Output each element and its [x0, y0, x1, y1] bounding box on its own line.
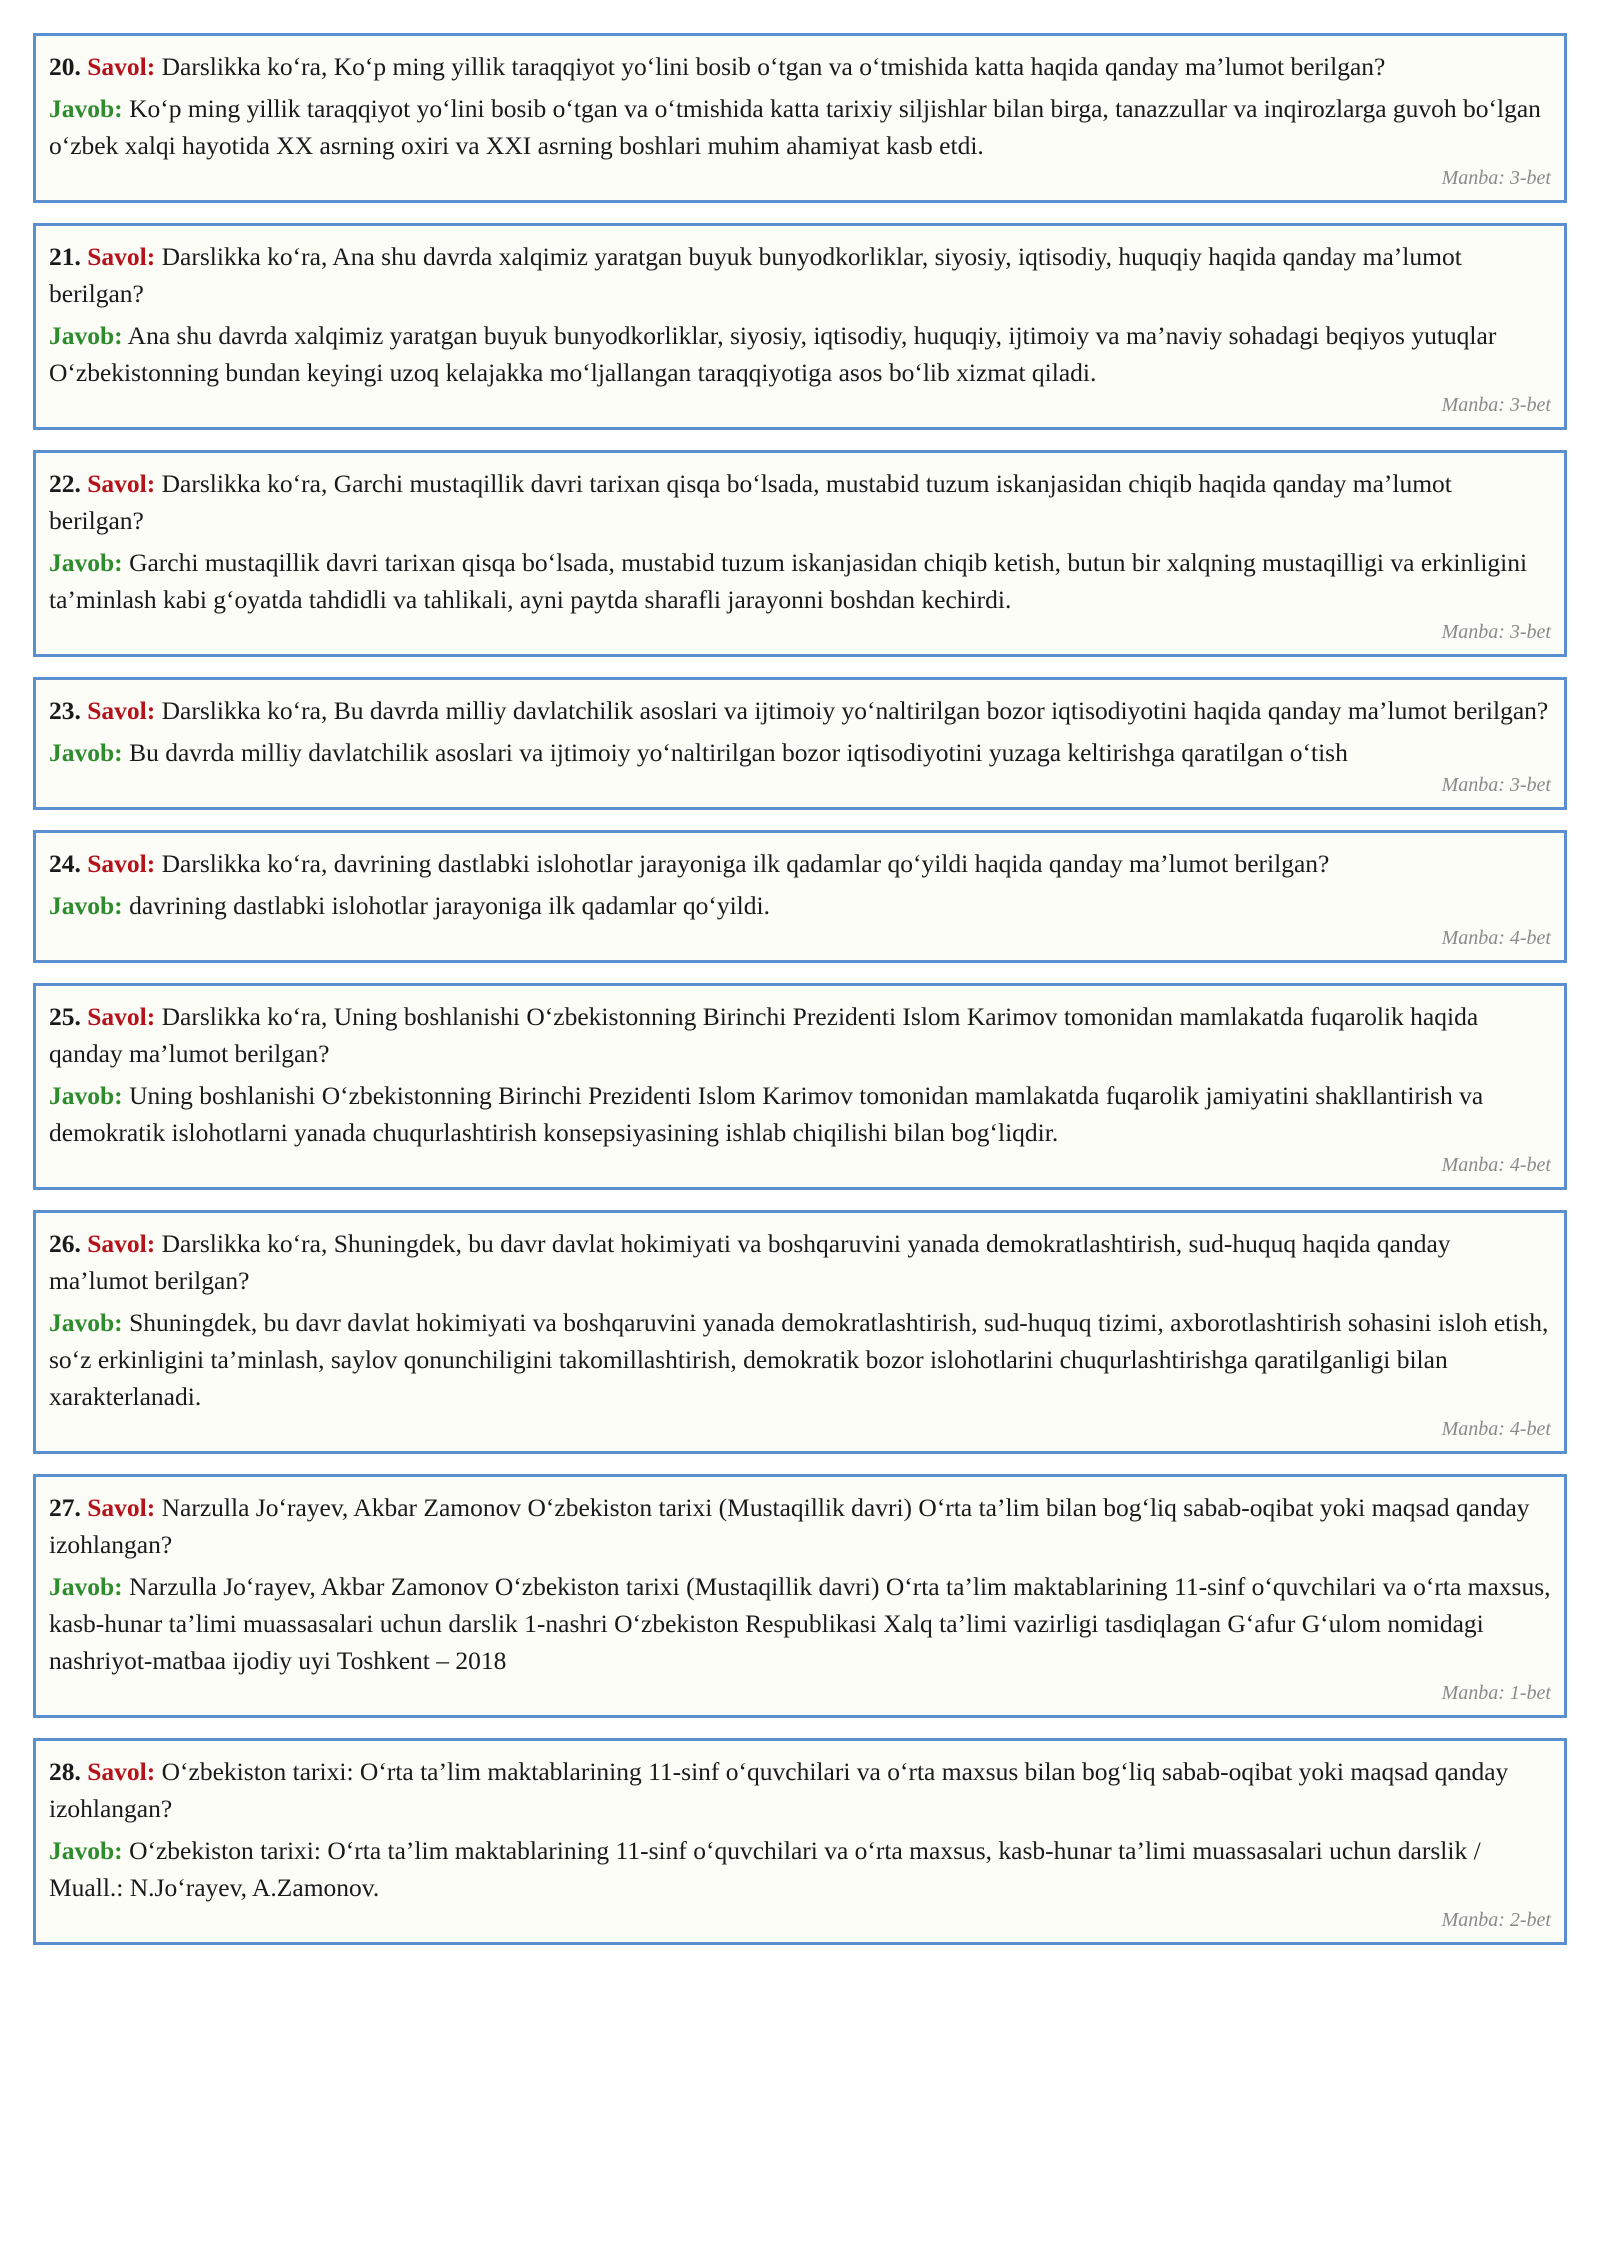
source-reference: Manba: 2-bet — [1441, 1909, 1551, 1931]
answer-label: Javob: — [49, 1572, 123, 1601]
source-reference: Manba: 4-bet — [1441, 927, 1551, 949]
question-text: Darslikka ko‘ra, Uning boshlanishi O‘zbekistonning Birinchi Prezidenti Islom Karimov tomonidan mamlakatda fuqarolik haqida qanday ma’lumot berilgan? — [49, 1002, 1479, 1068]
question-line — [49, 845, 1551, 882]
question-text: Darslikka ko‘ra, Ana shu davrda xalqimiz yaratgan buyuk bunyodkorliklar, siyosiy, iqtisodiy, huquqiy haqida qanday ma’lumot berilgan? — [49, 242, 1462, 308]
source-reference: Manba: 3-bet — [1441, 774, 1551, 796]
answer-line — [49, 90, 1551, 164]
qa-card — [33, 1210, 1567, 1454]
answer-line — [49, 734, 1551, 771]
answer-text: Ana shu davrda xalqimiz yaratgan buyuk bunyodkorliklar, siyosiy, iqtisodiy, huquqiy, ijtimoiy va ma’naviy sohadagi beqiyos yutuqlar O‘zbekistonning bundan keyingi uzoq kelajakka mo‘ljallangan taraqqiyotiga asos bo‘lib xizmat qiladi. — [49, 321, 1497, 387]
answer-text: Narzulla Jo‘rayev, Akbar Zamonov O‘zbekiston tarixi (Mustaqillik davri) O‘rta ta’lim maktablarining 11-sinf o‘quvchilari va o‘rta maxsus, kasb-hunar ta’limi muassasalari uchun darslik 1-nashri O‘zbekiston Respublikasi Xalq ta’limi vazirligi tasdiqlagan G‘afur G‘ulom nomidagi nashriyot-matbaa ijodiy uyi Toshkent – 2018 — [49, 1572, 1551, 1675]
question-text: Darslikka ko‘ra, davrining dastlabki islohotlar jarayoniga ilk qadamlar qo‘yildi haqida qanday ma’lumot berilgan? — [161, 849, 1330, 878]
question-number: 23. — [49, 696, 81, 725]
answer-text: davrining dastlabki islohotlar jarayoniga ilk qadamlar qo‘yildi. — [129, 891, 770, 920]
answer-text: Ko‘p ming yillik taraqqiyot yo‘lini bosib o‘tgan va o‘tmishida katta tarixiy siljishlar bilan birga, tanazzullar va inqirozlarga guvoh bo‘lgan o‘zbek xalqi hayotida XX asrning oxiri va XXI asrning boshlari muhim ahamiyat kasb etdi. — [49, 94, 1541, 160]
answer-label: Javob: — [49, 321, 123, 350]
answer-label: Javob: — [49, 738, 123, 767]
qa-card — [33, 830, 1567, 963]
question-line — [49, 998, 1551, 1072]
answer-label: Javob: — [49, 1836, 123, 1865]
question-label: Savol: — [87, 52, 156, 81]
question-number: 28. — [49, 1757, 81, 1786]
question-line — [49, 238, 1551, 312]
answer-line — [49, 1077, 1551, 1151]
answer-line — [49, 1568, 1551, 1679]
question-text: Darslikka ko‘ra, Bu davrda milliy davlatchilik asoslari va ijtimoiy yo‘naltirilgan bozor iqtisodiyotini haqida qanday ma’lumot berilgan? — [161, 696, 1549, 725]
question-line — [49, 48, 1551, 85]
answer-text: Bu davrda milliy davlatchilik asoslari va ijtimoiy yo‘naltirilgan bozor iqtisodiyotini yuzaga keltirishga qaratilgan o‘tish — [129, 738, 1348, 767]
answer-label: Javob: — [49, 891, 123, 920]
source-reference: Manba: 3-bet — [1441, 167, 1551, 189]
question-label: Savol: — [87, 1493, 156, 1522]
question-label: Savol: — [87, 849, 156, 878]
question-number: 21. — [49, 242, 81, 271]
question-line — [49, 1225, 1551, 1299]
question-label: Savol: — [87, 1002, 156, 1031]
question-text: Darslikka ko‘ra, Garchi mustaqillik davri tarixan qisqa bo‘lsada, mustabid tuzum iskanjasidan chiqib haqida qanday ma’lumot berilgan? — [49, 469, 1452, 535]
source-reference: Manba: 3-bet — [1441, 394, 1551, 416]
answer-line — [49, 1832, 1551, 1906]
answer-text: Shuningdek, bu davr davlat hokimiyati va boshqaruvini yanada demokratlashtirish, sud-huquq tizimi, axborotlashtirish sohasini isloh etish, so‘z erkinligini ta’minlash, saylov qonunchiligini takomillashtirish, demokratik bozor islohotlarini chuqurlashtirishga qaratilganligi bilan xarakterlanadi. — [49, 1308, 1549, 1411]
question-label: Savol: — [87, 469, 156, 498]
source-reference: Manba: 1-bet — [1441, 1682, 1551, 1704]
question-label: Savol: — [87, 1757, 156, 1786]
qa-card — [33, 223, 1567, 430]
answer-label: Javob: — [49, 548, 123, 577]
question-number: 26. — [49, 1229, 81, 1258]
question-text: O‘zbekiston tarixi: O‘rta ta’lim maktablarining 11-sinf o‘quvchilari va o‘rta maxsus bilan bog‘liq sabab-oqibat yoki maqsad qanday izohlangan? — [49, 1757, 1509, 1823]
answer-label: Javob: — [49, 1081, 123, 1110]
answer-text: Uning boshlanishi O‘zbekistonning Birinchi Prezidenti Islom Karimov tomonidan mamlakatda fuqarolik jamiyatini shakllantirish va demokratik islohotlarni yanada chuqurlashtirish konsepsiyasining ishlab chiqilishi bilan bog‘liqdir. — [49, 1081, 1484, 1147]
answer-line — [49, 887, 1551, 924]
question-text: Darslikka ko‘ra, Ko‘p ming yillik taraqqiyot yo‘lini bosib o‘tgan va o‘tmishida katta haqida qanday ma’lumot berilgan? — [161, 52, 1386, 81]
answer-label: Javob: — [49, 1308, 123, 1337]
qa-card — [33, 33, 1567, 203]
answer-line — [49, 1304, 1551, 1415]
qa-card — [33, 450, 1567, 657]
source-reference: Manba: 4-bet — [1441, 1418, 1551, 1440]
answer-line — [49, 544, 1551, 618]
question-label: Savol: — [87, 1229, 156, 1258]
question-line — [49, 1753, 1551, 1827]
question-text: Darslikka ko‘ra, Shuningdek, bu davr davlat hokimiyati va boshqaruvini yanada demokratlashtirish, sud-huquq haqida qanday ma’lumot berilgan? — [49, 1229, 1451, 1295]
qa-card — [33, 983, 1567, 1190]
question-text: Narzulla Jo‘rayev, Akbar Zamonov O‘zbekiston tarixi (Mustaqillik davri) O‘rta ta’lim bilan bog‘liq sabab-oqibat yoki maqsad qanday izohlangan? — [49, 1493, 1530, 1559]
question-label: Savol: — [87, 696, 156, 725]
answer-text: O‘zbekiston tarixi: O‘rta ta’lim maktablarining 11-sinf o‘quvchilari va o‘rta maxsus, kasb-hunar ta’limi muassasalari uchun darslik / Muall.: N.Jo‘rayev, A.Zamonov. — [49, 1836, 1481, 1902]
question-label: Savol: — [87, 242, 156, 271]
question-number: 24. — [49, 849, 81, 878]
qa-card — [33, 677, 1567, 810]
answer-line — [49, 317, 1551, 391]
question-line — [49, 692, 1551, 729]
qa-list — [33, 33, 1567, 1965]
question-number: 25. — [49, 1002, 81, 1031]
question-number: 27. — [49, 1493, 81, 1522]
question-number: 22. — [49, 469, 81, 498]
answer-text: Garchi mustaqillik davri tarixan qisqa bo‘lsada, mustabid tuzum iskanjasidan chiqib ketish, butun bir xalqning mustaqilligi va erkinligini ta’minlash kabi g‘oyatda tahdidli va tahlikali, ayni paytda sharafli jarayonni boshdan kechirdi. — [49, 548, 1528, 614]
question-line — [49, 465, 1551, 539]
qa-card — [33, 1738, 1567, 1945]
source-reference: Manba: 4-bet — [1441, 1154, 1551, 1176]
question-line — [49, 1489, 1551, 1563]
question-number: 20. — [49, 52, 81, 81]
answer-label: Javob: — [49, 94, 123, 123]
source-reference: Manba: 3-bet — [1441, 621, 1551, 643]
qa-card — [33, 1474, 1567, 1718]
